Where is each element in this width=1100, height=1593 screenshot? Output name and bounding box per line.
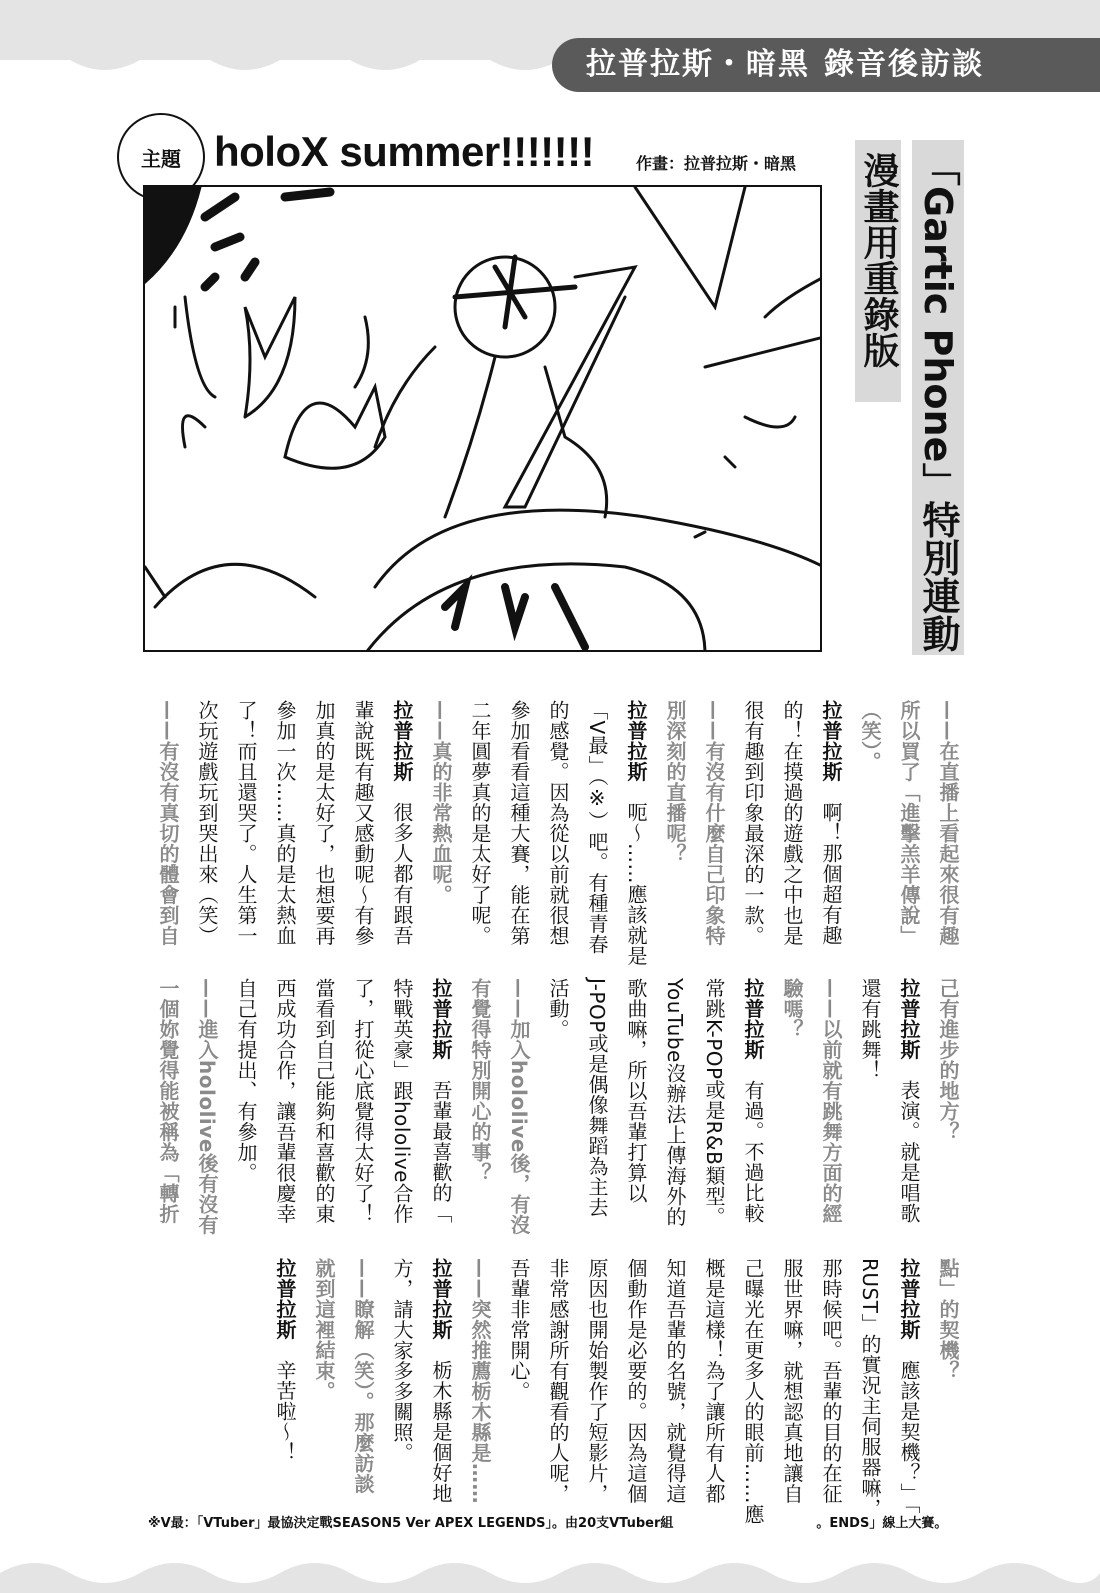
line-text: ——真的非常熱血呢。	[429, 700, 453, 905]
line-text: 辛苦啦～！	[273, 1360, 297, 1463]
banner-name: 拉普拉斯・暗黑	[586, 47, 810, 82]
bottom-cloud-edge	[0, 1553, 1100, 1593]
interviewer-question-line	[928, 700, 967, 945]
interviewer-question-line	[889, 700, 928, 945]
interview-band-2	[148, 978, 967, 1235]
line-text: 還有跳舞！	[858, 978, 882, 1081]
line-text: 加真的是太好了，也想要再	[312, 700, 336, 946]
line-text: 特戰英豪」跟hololive合作	[390, 978, 414, 1224]
line-text: 很有趣到印象最深的一款。	[741, 700, 765, 946]
answer-line	[850, 978, 889, 1223]
interviewer-question-line	[304, 1258, 343, 1503]
line-text: ——有沒有什麼自己印象特	[702, 700, 726, 946]
line-text: 有過。不過比較	[741, 1080, 765, 1224]
speaker-name: 拉普拉斯	[897, 978, 921, 1060]
answer-line	[850, 1258, 889, 1519]
line-text: 己有進步的地方？	[936, 978, 960, 1142]
line-text: 知道吾輩的名號，就覺得這	[663, 1258, 687, 1504]
answer-line	[616, 1258, 655, 1503]
rerecord-label	[855, 140, 901, 402]
line-text: RUST」的實況主伺服器嘛，	[858, 1258, 882, 1519]
interview-band-1	[148, 700, 967, 966]
line-text: 原因也開始製作了短影片，	[585, 1258, 609, 1504]
rerecord-label-text: 漫畫用重錄版	[858, 152, 899, 368]
interviewer-question-line	[694, 700, 733, 945]
answer-line	[616, 700, 655, 966]
answer-line	[577, 1258, 616, 1503]
line-text: 點」的契機？	[936, 1258, 960, 1381]
line-text: ——加入hololive後，有沒	[507, 978, 531, 1235]
line-text: 參加看看這種大賽，能在第	[507, 700, 531, 946]
answer-line	[733, 978, 772, 1223]
line-text: 就到這裡結束。	[312, 1258, 336, 1402]
interviewer-question-line	[148, 700, 187, 945]
line-text: 己曝光在更多人的眼前……應	[741, 1258, 765, 1525]
answer-line	[499, 700, 538, 945]
section-banner	[552, 38, 1100, 92]
line-text: 服世界嘛，就想認真地讓自	[780, 1258, 804, 1504]
answer-line	[382, 978, 421, 1223]
interviewer-question-line	[928, 1258, 967, 1503]
answer-line	[538, 1258, 577, 1503]
interviewer-question-line	[928, 978, 967, 1223]
interviewer-question-line	[850, 700, 889, 945]
speaker-name: 拉普拉斯	[741, 978, 765, 1060]
speaker-name: 拉普拉斯	[819, 700, 843, 782]
line-text: 個動作是必要的。因為這個	[624, 1258, 648, 1504]
interviewer-question-line	[655, 700, 694, 945]
answer-line	[421, 1258, 460, 1503]
answer-line	[538, 700, 577, 945]
answer-line	[265, 700, 304, 945]
line-text: ——有沒有真切的體會到自	[156, 700, 180, 946]
line-text: ——瞭解（笑）。那麼訪談	[351, 1258, 375, 1494]
speaker-name: 拉普拉斯	[273, 1258, 297, 1340]
line-text: 表演。就是唱歌	[897, 1080, 921, 1224]
line-text: 的感覺。因為從以前就很想	[546, 700, 570, 946]
answer-line	[187, 700, 226, 945]
banner-title: 錄音後訪談	[824, 47, 984, 82]
answer-line	[382, 1258, 421, 1503]
answer-line	[382, 700, 421, 945]
interviewer-question-line	[343, 1258, 382, 1503]
answer-line	[226, 978, 265, 1223]
line-text: 應該是契機？」「	[897, 1360, 921, 1514]
answer-line	[577, 978, 616, 1223]
line-text: 啊！那個超有趣	[819, 802, 843, 946]
line-text: ——進入hololive後有沒有	[195, 978, 219, 1235]
answer-line	[421, 978, 460, 1223]
line-text: 呃～……應該就是	[624, 802, 648, 966]
line-text: 當看到自己能夠和喜歡的東	[312, 978, 336, 1224]
answer-line	[694, 978, 733, 1227]
interviewer-question-line	[772, 978, 811, 1223]
speaker-name: 拉普拉斯	[429, 1258, 453, 1340]
answer-line	[694, 1258, 733, 1503]
interviewer-question-line	[460, 1258, 499, 1503]
line-text: 一個妳覺得能被稱為「轉折	[156, 978, 180, 1224]
answer-line	[889, 1258, 928, 1514]
line-text: ——在直播上看起來很有趣	[936, 700, 960, 946]
line-text: 吾輩非常開心。	[507, 1258, 531, 1402]
answer-line	[343, 978, 382, 1223]
comic-artist-credit: 作畫：拉普拉斯・暗黑	[636, 154, 797, 173]
answer-line	[226, 700, 265, 945]
comic-drawing	[145, 187, 822, 652]
answer-line	[655, 978, 694, 1227]
footnote: ※V最：「VTuber」最協決定戰SEASON5 Ver APEX LEGENDS」。由20支VTuber組 。ENDS」線上大賽。	[148, 1516, 948, 1531]
answer-line	[265, 978, 304, 1223]
line-text: 了，打從心底覺得太好了！	[351, 978, 375, 1224]
speaker-name: 拉普拉斯	[429, 978, 453, 1060]
answer-line	[733, 1258, 772, 1525]
line-text: 栃木縣是個好地	[429, 1360, 453, 1504]
answer-line	[655, 1258, 694, 1503]
line-text: ——突然推薦栃木縣是……	[468, 1258, 492, 1504]
answer-line	[811, 1258, 850, 1503]
line-text: 次玩遊戲玩到哭出來（笑）	[195, 700, 219, 946]
comic-title: holoX summer!!!!!!!	[214, 128, 595, 175]
line-text: 輩說既有趣又感動呢～有參	[351, 700, 375, 946]
line-text: 了！而且還哭了。人生第一	[234, 700, 258, 946]
answer-line	[499, 1258, 538, 1503]
answer-line	[460, 700, 499, 945]
line-text: 方，請大家多多關照。	[390, 1258, 414, 1463]
line-text: 活動。	[546, 978, 570, 1040]
line-text: 所以買了「進擊羔羊傳說」	[897, 700, 921, 946]
answer-line	[304, 700, 343, 945]
interviewer-question-line	[499, 978, 538, 1235]
line-text: YouTube沒辦法上傳海外的	[663, 978, 687, 1227]
line-text: 吾輩最喜歡的「	[429, 1080, 453, 1224]
line-text: 西成功合作，讓吾輩很慶幸	[273, 978, 297, 1224]
interviewer-question-line	[421, 700, 460, 945]
answer-line	[772, 1258, 811, 1503]
interviewer-question-line	[148, 978, 187, 1223]
speaker-name: 拉普拉斯	[390, 700, 414, 782]
answer-line	[616, 978, 655, 1223]
line-text: 自己有提出、有參加。	[234, 978, 258, 1183]
interviewer-question-line	[811, 978, 850, 1223]
line-text: 別深刻的直播呢？	[663, 700, 687, 864]
answer-line	[343, 700, 382, 945]
interviewer-question-line	[460, 978, 499, 1223]
line-text: ——以前就有跳舞方面的經	[819, 978, 843, 1224]
comic-panel	[143, 185, 822, 652]
answer-line	[538, 978, 577, 1223]
speaker-name: 拉普拉斯	[624, 700, 648, 782]
line-text: 的！在摸過的遊戲之中也是	[780, 700, 804, 946]
line-text: 有覺得特別開心的事？	[468, 978, 492, 1183]
answer-line	[772, 700, 811, 945]
line-text: 很多人都有跟吾	[390, 802, 414, 946]
collab-label	[912, 140, 964, 655]
answer-line	[811, 700, 850, 945]
line-text: 參加一次……真的是太熱血	[273, 700, 297, 946]
line-text: （笑）。	[858, 700, 882, 772]
collab-label-text: 「Gartic Phone」特別連動	[916, 148, 960, 653]
line-text: 常跳K-POP或是R&B類型。	[702, 978, 726, 1227]
answer-line	[733, 700, 772, 945]
speaker-name: 拉普拉斯	[897, 1258, 921, 1340]
answer-line	[889, 978, 928, 1223]
theme-label: 主題	[141, 146, 181, 171]
line-text: 二年圓夢真的是太好了呢。	[468, 700, 492, 946]
line-text: 非常感謝所有觀看的人呢，	[546, 1258, 570, 1504]
line-text: 概是這樣！為了讓所有人都	[702, 1258, 726, 1504]
interviewer-question-line	[187, 978, 226, 1235]
answer-line	[304, 978, 343, 1223]
line-text: 「V最」（※）吧。有種青春	[585, 700, 609, 955]
line-text: 驗嗎？	[780, 978, 804, 1040]
line-text: 歌曲嘛，所以吾輩打算以	[624, 978, 648, 1204]
line-text: J-POP或是偶像舞蹈為主去	[585, 978, 609, 1218]
answer-line	[265, 1258, 304, 1503]
line-text: 那時候吧。吾輩的目的在征	[819, 1258, 843, 1504]
answer-line	[577, 700, 616, 955]
